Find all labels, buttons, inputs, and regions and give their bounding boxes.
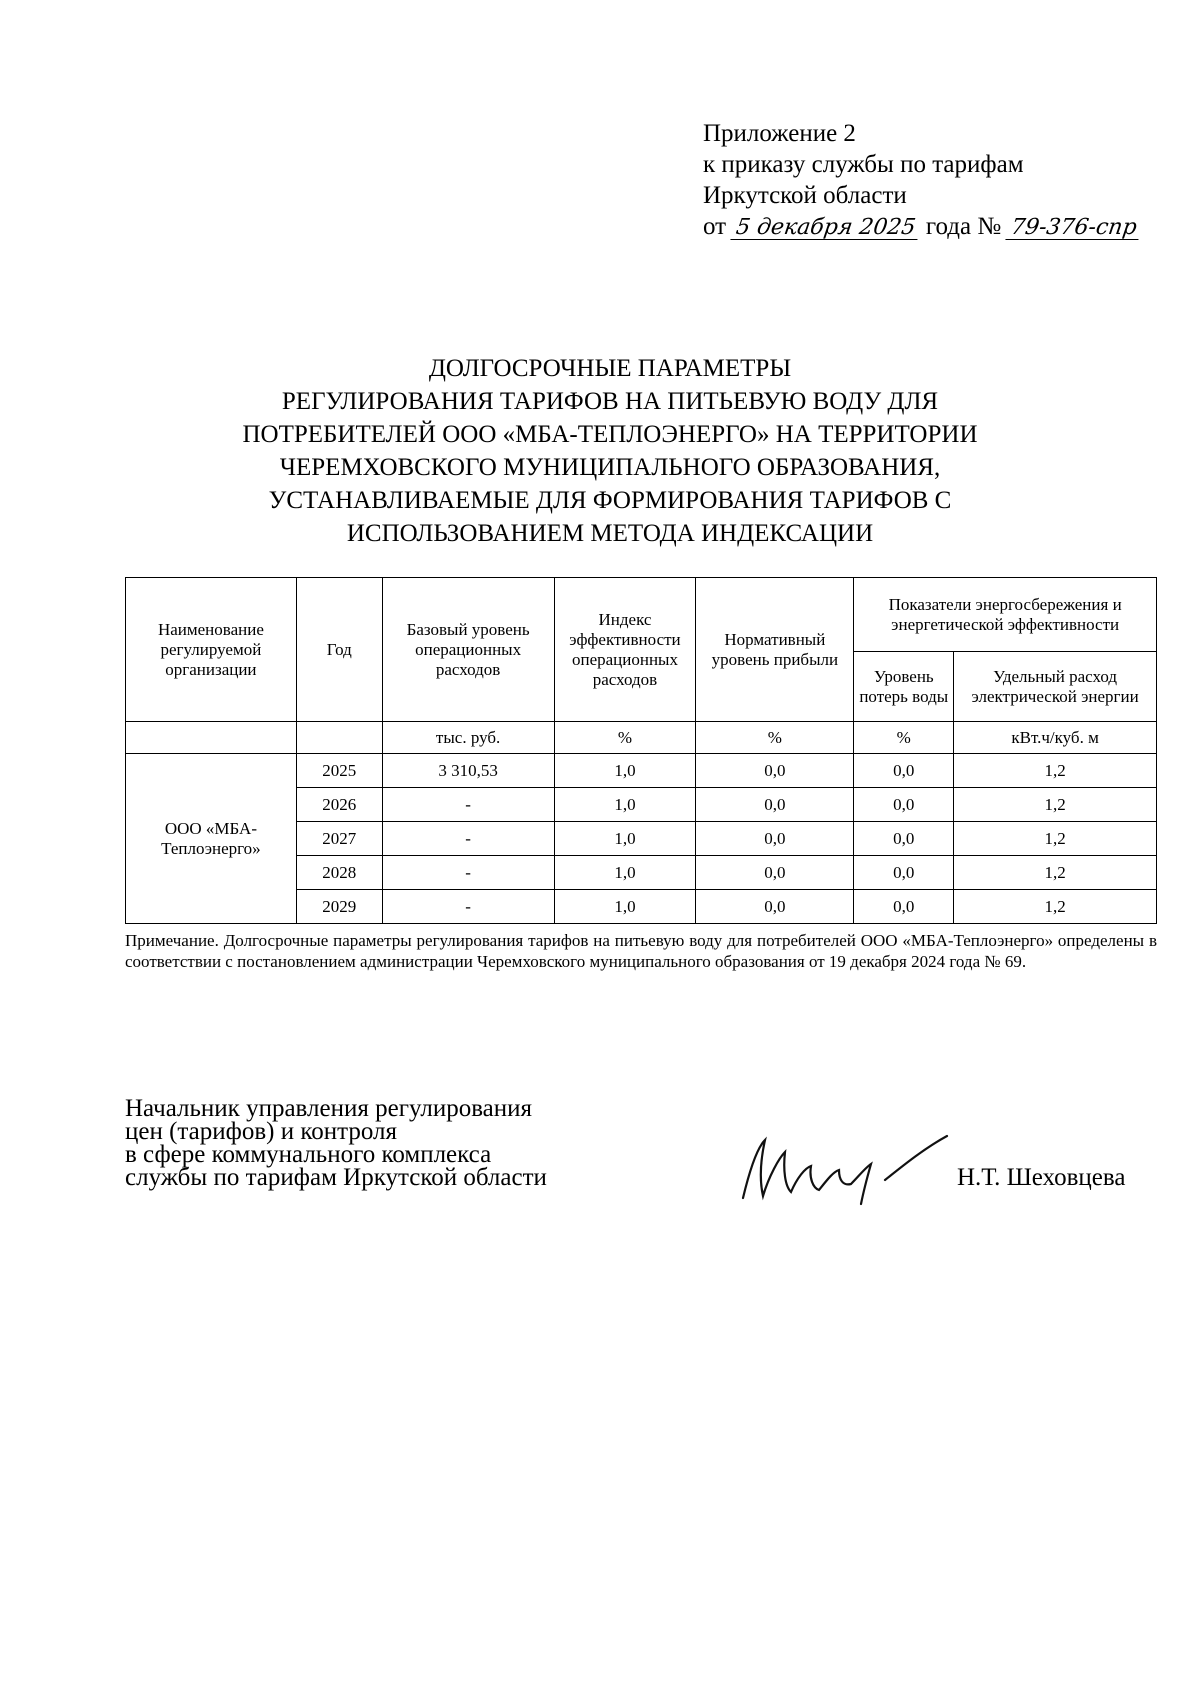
cell-base: 3 310,53: [382, 754, 554, 788]
header-org: Наименование регулируемой организации: [126, 578, 297, 722]
unit-base: тыс. руб.: [382, 722, 554, 754]
cell-profit: 0,0: [696, 754, 854, 788]
header-losses: Уровень потерь воды: [854, 652, 954, 722]
cell-base: -: [382, 890, 554, 924]
cell-losses: 0,0: [854, 754, 954, 788]
table-row: [126, 754, 1157, 788]
cell-year: 2026: [296, 788, 382, 822]
title-line-2: РЕГУЛИРОВАНИЯ ТАРИФОВ НА ПИТЬЕВУЮ ВОДУ ДЛЯ: [281, 388, 939, 415]
unit-losses: %: [854, 722, 954, 754]
title-line-6: ИСПОЛЬЗОВАНИЕМ МЕТОДА ИНДЕКСАЦИИ: [346, 520, 874, 547]
handwritten-signature: [735, 1118, 955, 1208]
year-label: года №: [925, 213, 1002, 240]
cell-index: 1,0: [554, 856, 696, 890]
appendix-line-4: [703, 211, 1141, 242]
header-base: Базовый уровень операционных расходов: [382, 578, 554, 722]
appendix-line-1: Приложение 2: [703, 120, 856, 147]
title-line-5: УСТАНАВЛИВАЕМЫЕ ДЛЯ ФОРМИРОВАНИЯ ТАРИФОВ С: [268, 487, 952, 514]
cell-base: -: [382, 856, 554, 890]
appendix-line-2: к приказу службы по тарифам: [703, 151, 1024, 178]
handwritten-number: 79-376-спр: [1006, 217, 1143, 240]
org-name-cell: ООО «МБА-Теплоэнерго»: [126, 754, 297, 924]
header-energy-group: Показатели энергосбережения и энергетической эффективности: [854, 578, 1157, 652]
header-profit: Нормативный уровень прибыли: [696, 578, 854, 722]
handwritten-date: 5 декабря 2025: [731, 217, 921, 240]
cell-profit: 0,0: [696, 822, 854, 856]
unit-org-empty: [126, 722, 297, 754]
appendix-line-3: Иркутской области: [703, 182, 907, 209]
from-label: от: [703, 213, 727, 240]
position-line-4: службы по тарифам Иркутской области: [125, 1164, 547, 1191]
cell-index: 1,0: [554, 890, 696, 924]
unit-index: %: [554, 722, 696, 754]
cell-losses: 0,0: [854, 822, 954, 856]
cell-losses: 0,0: [854, 788, 954, 822]
document-title: [110, 352, 1110, 550]
title-line-4: ЧЕРЕМХОВСКОГО МУНИЦИПАЛЬНОГО ОБРАЗОВАНИЯ,: [279, 454, 941, 481]
position-line-2: цен (тарифов) и контроля: [125, 1118, 397, 1145]
cell-index: 1,0: [554, 788, 696, 822]
parameters-table: [125, 577, 1157, 924]
unit-electricity: кВт.ч/куб. м: [954, 722, 1157, 754]
signatory-name: Н.Т. Шеховцева: [957, 1164, 1126, 1191]
cell-base: -: [382, 788, 554, 822]
cell-index: 1,0: [554, 754, 696, 788]
position-line-1: Начальник управления регулирования: [125, 1095, 533, 1122]
cell-year: 2027: [296, 822, 382, 856]
cell-losses: 0,0: [854, 890, 954, 924]
cell-electricity: 1,2: [954, 788, 1157, 822]
signatory-position: [125, 1097, 547, 1189]
cell-year: 2025: [296, 754, 382, 788]
cell-base: -: [382, 822, 554, 856]
appendix-block: [703, 118, 1141, 242]
title-line-3: ПОТРЕБИТЕЛЕЙ ООО «МБА-ТЕПЛОЭНЕРГО» НА ТЕРРИТОРИИ: [242, 421, 978, 448]
header-year: Год: [296, 578, 382, 722]
cell-profit: 0,0: [696, 788, 854, 822]
unit-profit: %: [696, 722, 854, 754]
cell-losses: 0,0: [854, 856, 954, 890]
header-index: Индекс эффективности операционных расходов: [554, 578, 696, 722]
cell-index: 1,0: [554, 822, 696, 856]
cell-electricity: 1,2: [954, 822, 1157, 856]
unit-year-empty: [296, 722, 382, 754]
cell-electricity: 1,2: [954, 754, 1157, 788]
header-electricity: Удельный расход электрической энергии: [954, 652, 1157, 722]
cell-year: 2028: [296, 856, 382, 890]
cell-profit: 0,0: [696, 856, 854, 890]
cell-electricity: 1,2: [954, 856, 1157, 890]
table-note: Примечание. Долгосрочные параметры регулирования тарифов на питьевую воду для потребителей ООО «МБА-Теплоэнерго» определены в соответствии с постановлением администрации Черемховского муниципального образования от 19 декабря 2024 года № 69.: [125, 931, 1157, 971]
cell-profit: 0,0: [696, 890, 854, 924]
title-line-1: ДОЛГОСРОЧНЫЕ ПАРАМЕТРЫ: [428, 355, 792, 382]
cell-electricity: 1,2: [954, 890, 1157, 924]
cell-year: 2029: [296, 890, 382, 924]
position-line-3: в сфере коммунального комплекса: [125, 1141, 492, 1168]
